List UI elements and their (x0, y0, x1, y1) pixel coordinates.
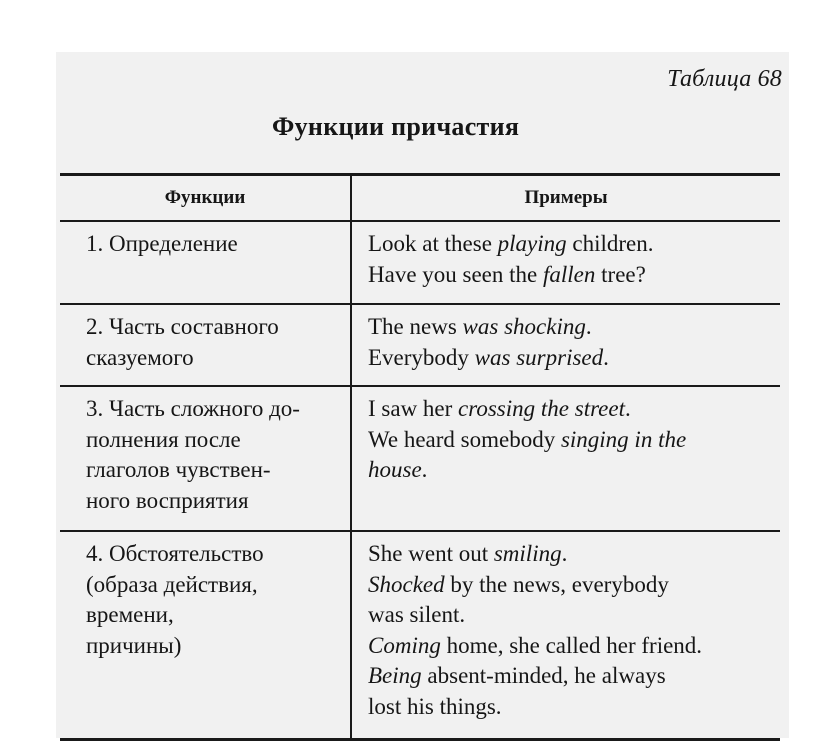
page-title: Функции причастия (272, 112, 520, 141)
example-line (368, 600, 780, 631)
participle-functions-table (60, 173, 780, 741)
example-text: She went out (368, 541, 494, 566)
example-participle: singing in the (560, 426, 687, 452)
example-text: lost his things. (368, 693, 502, 719)
header-examples: Примеры (351, 175, 780, 222)
example-participle: was surprised (474, 344, 604, 370)
table-number-label: Таблица 68 (667, 66, 782, 92)
example-text: Have you seen the (368, 261, 543, 287)
example-text: We heard somebody (368, 426, 561, 452)
example-text: . (561, 541, 568, 566)
example-text: tree? (595, 261, 646, 287)
example-text: . (585, 314, 592, 339)
example-line (368, 425, 780, 456)
example-text: . (625, 396, 631, 421)
example-participle: fallen (543, 261, 596, 287)
table-row (60, 221, 780, 304)
table-row (60, 386, 780, 531)
example-cell (351, 531, 780, 739)
function-line: 4. Обстоятельство (86, 541, 264, 566)
header-functions: Функции (60, 175, 351, 222)
example-text: absent-minded, he always (421, 663, 666, 688)
example-participle: smiling (493, 541, 562, 566)
function-cell (60, 221, 351, 304)
function-cell (60, 386, 351, 531)
function-line: 2. Часть составного (86, 314, 279, 339)
example-text: by the news, everybody (444, 571, 669, 597)
function-line: (образа действия, (86, 571, 258, 597)
table-row (60, 304, 780, 386)
example-participle: house (368, 457, 422, 482)
example-participle: Coming (368, 632, 441, 658)
example-text: home, she called her friend. (440, 632, 703, 658)
function-cell (60, 304, 351, 386)
example-participle: was shocking (462, 314, 586, 339)
example-line (368, 631, 780, 662)
function-cell (60, 531, 351, 739)
table-header-row (60, 175, 780, 222)
function-line: 3. Часть сложного до- (86, 396, 300, 421)
example-text: The news (368, 314, 463, 339)
example-line (368, 229, 780, 260)
example-text: was silent. (368, 602, 466, 627)
example-text: children. (566, 231, 654, 256)
function-line: причины) (86, 632, 182, 658)
function-line: 1. Определение (86, 231, 238, 256)
example-line (368, 661, 780, 692)
example-cell (351, 304, 780, 386)
example-participle: Shocked (368, 571, 445, 597)
function-line: сказуемого (86, 344, 194, 370)
example-line (368, 343, 780, 374)
example-line (368, 570, 780, 601)
function-line: полнения после (86, 426, 241, 452)
example-text: I saw her (368, 396, 459, 421)
example-line (368, 312, 780, 343)
example-cell (351, 386, 780, 531)
example-text: Everybody (368, 344, 475, 370)
example-text: . (603, 344, 609, 370)
example-text: . (421, 457, 428, 482)
function-line: времени, (86, 602, 174, 627)
table-row (60, 531, 780, 739)
example-participle: playing (497, 231, 567, 256)
example-cell (351, 221, 780, 304)
example-participle: Being (368, 663, 422, 688)
example-line (368, 260, 780, 291)
example-participle: crossing the street (458, 396, 625, 421)
example-line (368, 539, 780, 570)
function-line: глаголов чувствен- (86, 457, 271, 482)
example-line (368, 394, 780, 425)
function-line: ного восприятия (86, 487, 249, 513)
example-line (368, 455, 780, 486)
example-line (368, 692, 780, 723)
example-text: Look at these (368, 231, 498, 256)
